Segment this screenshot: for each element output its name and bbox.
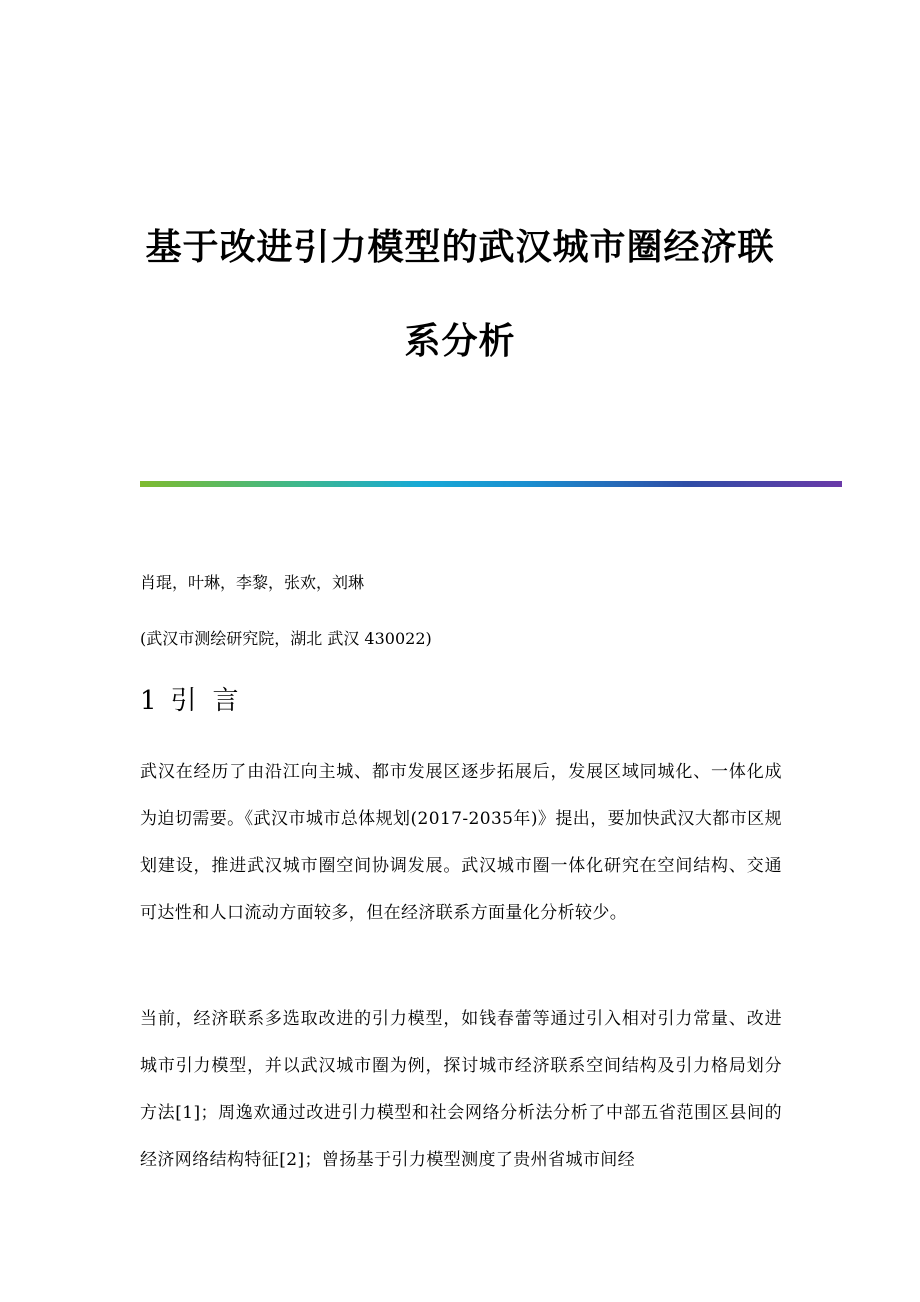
gradient-divider [140, 481, 842, 487]
paper-title-line-2: 系分析 [404, 321, 516, 362]
section-number: 1 [140, 686, 157, 716]
section-heading-introduction [140, 680, 255, 717]
body-paragraph: 武汉在经历了由沿江向主城、都市发展区逐步拓展后，发展区域同城化、一体化成为迫切需要。《武汉市城市总体规划(2017-2035年)》提出，要加快武汉大都市区规划建设，推进武汉城市圈空间协调发展。武汉城市圈一体化研究在空间结构、交通可达性和人口流动方面较多，但在经济联系方面量化分析较少。 [140, 762, 782, 923]
paper-title-line-1: 基于改进引力模型的武汉城市圈经济联 [145, 227, 775, 268]
author-list: 肖琨，叶琳，李黎，张欢，刘琳 [140, 573, 365, 592]
body-paragraph: 当前，经济联系多选取改进的引力模型，如钱春蕾等通过引入相对引力常量、改进城市引力模型，并以武汉城市圈为例，探讨城市经济联系空间结构及引力格局划分方法[1]；周逸欢通过改进引力模型和社会网络分析法分析了中部五省范围区县间的经济网络结构特征[2]；曾扬基于引力模型测度了贵州省城市间经 [140, 1009, 782, 1170]
affiliation: (武汉市测绘研究院，湖北 武汉 430022) [140, 629, 432, 648]
section-title: 引言 [170, 686, 255, 716]
